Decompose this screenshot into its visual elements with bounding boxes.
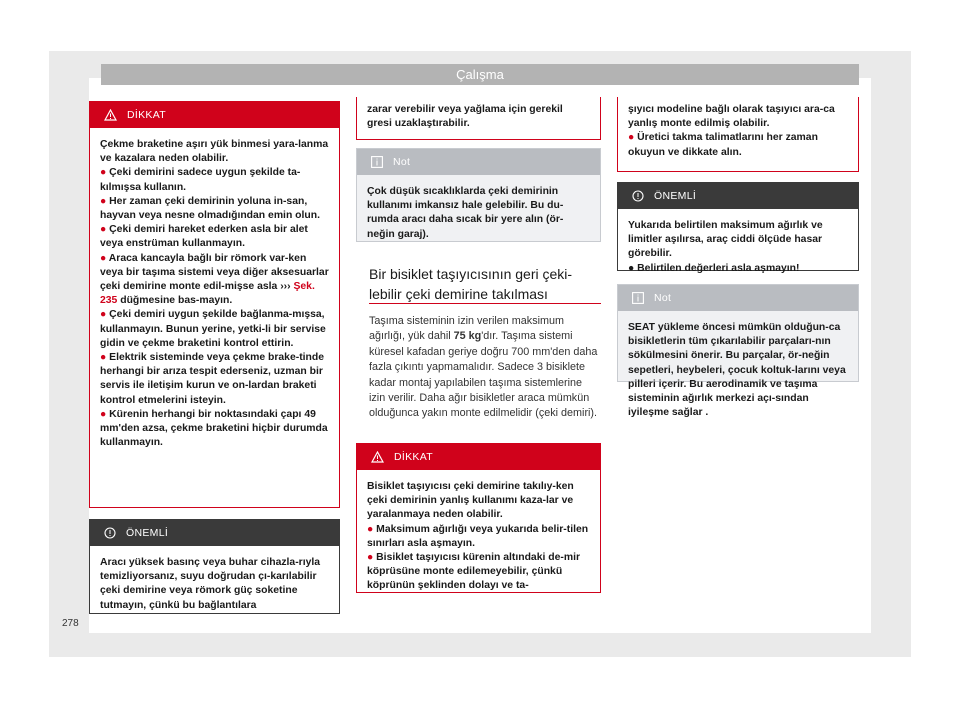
list-item: ● Her zaman çeki demirinin yoluna in-san, hayvan veya nesne olmadığından emin olun. (100, 195, 320, 222)
warning-triangle-icon (104, 109, 117, 121)
list-item: ● Maksimum ağırlığı veya yukarıda belir-tilen sınırları asla aşmayın. (367, 523, 589, 549)
note-box-removable-parts (617, 284, 859, 419)
note-label: Not (393, 156, 411, 168)
note-header (618, 285, 858, 311)
list-item: ● Elektrik sisteminde veya çekme brake-tinde herhangi bir arıza tespit ederseniz, uzman bir servis ile iletişim kurun ve on-lardan braketi kontrol etmelerini isteyin. (100, 352, 325, 406)
important-header (618, 183, 858, 209)
warning-continued-box (356, 97, 601, 140)
reference-arrow: ››› (280, 281, 291, 293)
note-body: Çok düşük sıcaklıklarda çeki demirinin kullanımı imkansız hale gelebilir. Bu du-rumda aracı daha sıcak bir yere alın (ör-neğin garaj). (367, 186, 564, 240)
warning-body (357, 470, 600, 602)
exclamation-circle-icon (104, 527, 116, 539)
note-header (357, 149, 600, 175)
info-icon (371, 156, 383, 168)
list-item: ● Kürenin herhangi bir noktasındaki çapı 49 mm'den azsa, çekme braketini hiçbir durumda kullanmayın. (100, 408, 328, 449)
list-item: ● Araca kancayla bağlı bir römork var-ken veya bir taşıma sistemi veya diğer aksesuarlar çeki demirine monte edil-mişse asla ››› Şek. 235 düğmesine bas-mayın. (100, 252, 329, 307)
note-body: SEAT yükleme öncesi mümkün olduğun-ca bisikletlerin tüm çıkarılabilir parçaları-nın sökülmesini önerir. Bu parçalar, ör-neğin sepetleri, heybeleri, çocuk koltuk-larını veya pilleri içerir. Bu aerodinamik ve taşıma sisteminin ağırlık merkezi açı-sından iyileşme sağlar . (628, 322, 846, 419)
list-item: ● Çeki demiri hareket ederken asla bir alet veya enstrüman kullanmayın. (100, 224, 308, 250)
max-weight-value: 75 kg (453, 330, 482, 343)
warning-continued-text: zarar verebilir veya yağlama için gerekil gresi uzaklaştırabilir. (367, 104, 563, 130)
list-item: ● Üretici takma talimatlarını her zaman okuyun ve dikkate alın. (628, 132, 818, 158)
warning-label: DİKKAT (127, 109, 166, 121)
important-header (90, 520, 339, 546)
page-number: 278 (62, 618, 79, 629)
warning-continued-body: şıyıcı modeline bağlı olarak taşıyıcı ara-ca yanlış monte edilmiş olabilir. ● Üretici takma talimatlarını her zaman okuyun ve dikkate alın. (618, 97, 858, 168)
important-body: Yukarıda belirtilen maksimum ağırlık ve limitler aşılırsa, araç ciddi ölçüde hasar görebilir. ● Belirtilen değerleri asla aşmayın! (618, 209, 858, 284)
important-box-limits (617, 182, 859, 274)
list-item: ● Belirtilen değerleri asla aşmayın! (628, 262, 800, 274)
warning-intro: Bisiklet taşıyıcısı çeki demirine takılıy-ken çeki demirinin yanlış kullanımı kaza-lar ve yaralanmaya neden olabilir. (367, 481, 574, 521)
warning-body (90, 128, 339, 458)
important-label: ÖNEMLİ (654, 190, 697, 202)
exclamation-circle-icon (632, 190, 644, 202)
important-label: ÖNEMLİ (126, 527, 169, 539)
section-header: Çalışma (101, 64, 859, 85)
important-body: Aracı yüksek basınç veya buhar cihazla-rıyla temizliyorsanız, suyu doğrudan çı-karılabilir çeki demirine veya römork güç soketine tutmayın, çünkü bu bağlantılara (100, 557, 321, 611)
warning-continued-box (617, 97, 859, 172)
body-paragraph: Taşıma sisteminin izin verilen maksimum ağırlığı, yük dahil 75 kg'dır. Taşıma sistemi küresel kafadan geriye doğru 700 mm'den daha fazla çıkıntı yapmamalıdır. Sadece 3 bisiklete kadar montaj yapılabilen taşıma sistemlerine izin verilir. Daha ağır bisikletler araca mümkün olduğunca yakın monte edilmelidir (çeki demiri). (369, 315, 598, 420)
list-item: ● Bisiklet taşıyıcısı kürenin altındaki de-mir köprüsüne monte edilemeyebilir, çünkü köprünün şeklinden dolayı ve ta- (367, 552, 581, 592)
warning-header (357, 444, 600, 470)
info-icon (632, 292, 644, 304)
warning-box-tow-bar (89, 101, 340, 508)
figure-link[interactable]: Şek. 235 (100, 281, 315, 307)
warning-box-bike-carrier (356, 443, 601, 593)
list-item: ● Çeki demiri uygun şekilde bağlanma-mışsa, kullanmayın. Bunun yerine, yetki-li bir servise gidin ve çekme braketini kontrol ettirin. (100, 309, 326, 349)
note-box-low-temperature (356, 148, 601, 242)
important-box-cleaning (89, 519, 340, 614)
section-title: Bir bisiklet taşıyıcısının geri çeki-lebilir çeki demirine takılması (369, 266, 573, 302)
warning-triangle-icon (371, 451, 384, 463)
list-item: ● Çeki demirini sadece uygun şekilde ta-kılmışsa kullanın. (100, 167, 301, 193)
warning-header (90, 102, 339, 128)
warning-label: DİKKAT (394, 451, 433, 463)
warning-intro: Çekme braketine aşırı yük binmesi yara-lanma ve kazalara neden olabilir. (100, 139, 329, 165)
note-label: Not (654, 292, 672, 304)
section-title-divider (369, 303, 601, 304)
